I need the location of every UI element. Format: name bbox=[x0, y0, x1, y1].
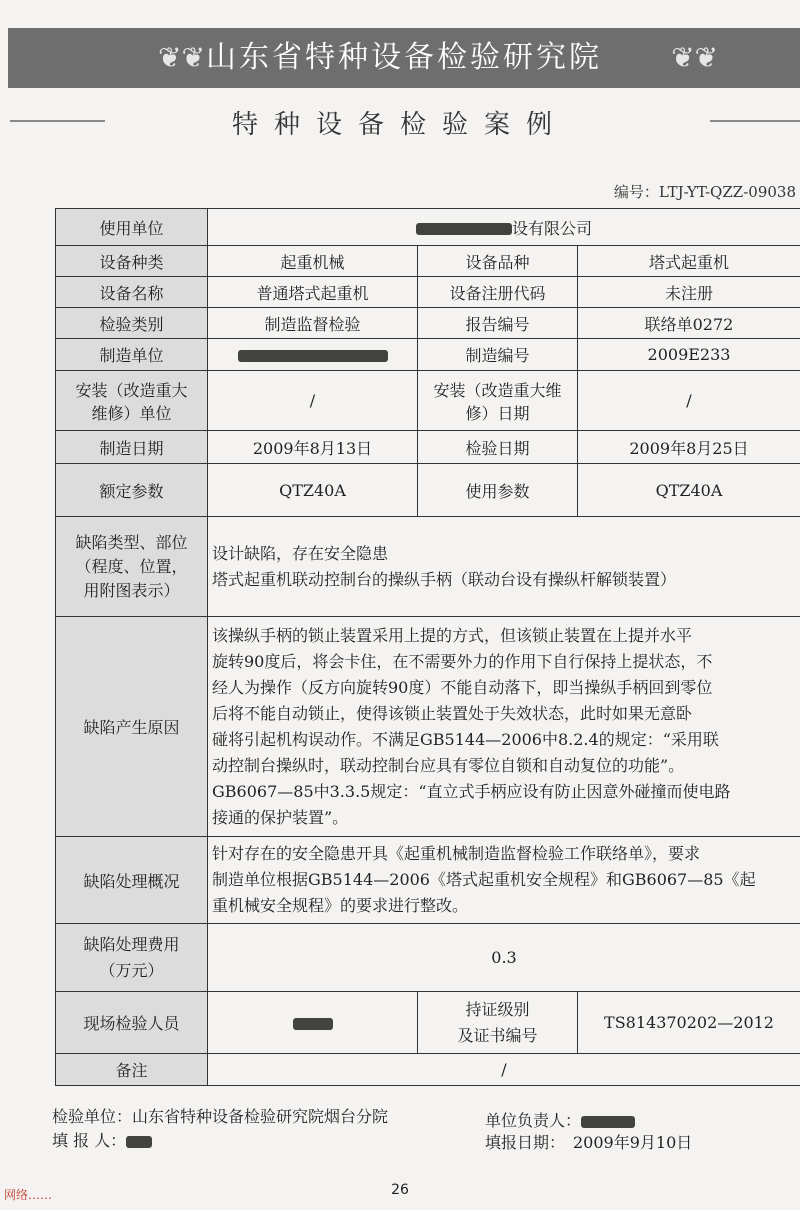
redaction-mark bbox=[416, 223, 512, 235]
page-number: 26 bbox=[391, 1182, 409, 1198]
table-row bbox=[56, 308, 800, 339]
equip-name-label: 设备名称 bbox=[56, 277, 208, 308]
reporter-line: 填 报 人： bbox=[52, 1128, 152, 1151]
document-subtitle: 特种设备检验案例 bbox=[231, 110, 568, 140]
org-title: 山东省特种设备检验研究院 bbox=[206, 40, 602, 75]
equip-variety-label: 设备品种 bbox=[418, 246, 578, 277]
equip-variety-value: 塔式起重机 bbox=[578, 246, 800, 277]
equip-category-value: 起重机械 bbox=[208, 246, 418, 277]
redaction-mark bbox=[238, 350, 388, 362]
serial-label: 制造编号 bbox=[418, 339, 578, 371]
remark-value: / bbox=[208, 1054, 800, 1086]
right-ornament-icon: ❦❦ bbox=[671, 41, 718, 74]
reg-code-value: 未注册 bbox=[578, 277, 800, 308]
install-unit-value: / bbox=[208, 371, 418, 431]
document-number: 编号：LTJ-YT-QZZ-09038 bbox=[613, 183, 796, 201]
handling-label: 缺陷处理概况 bbox=[56, 837, 208, 924]
table-row bbox=[56, 371, 800, 431]
cert-value: TS814370202—2012 bbox=[578, 992, 800, 1054]
responsible-line: 单位负责人： bbox=[485, 1108, 635, 1131]
rated-param-label: 额定参数 bbox=[56, 464, 208, 517]
insp-type-label: 检验类别 bbox=[56, 308, 208, 339]
insp-date-value: 2009年8月25日 bbox=[578, 431, 800, 464]
maker-value bbox=[208, 339, 418, 371]
install-unit-label: 安装（改造重大 维修）单位 bbox=[56, 371, 208, 431]
defect-type-label: 缺陷类型、部位 （程度、位置， 用附图表示） bbox=[56, 517, 208, 617]
reg-code-label: 设备注册代码 bbox=[418, 277, 578, 308]
serial-value: 2009E233 bbox=[578, 339, 800, 371]
insp-date-label: 检验日期 bbox=[418, 431, 578, 464]
inspector-value bbox=[208, 992, 418, 1054]
table-row bbox=[56, 837, 800, 924]
redaction-mark bbox=[581, 1116, 635, 1128]
cert-label: 持证级别 及证书编号 bbox=[418, 992, 578, 1054]
inspection-case-table bbox=[55, 208, 800, 1086]
handling-value: 针对存在的安全隐患开具《起重机械制造监督检验工作联络单》，要求 制造单位根据GB5144—2006《塔式起重机安全规程》和GB6067—85《起 重机械安全规程》的要求进行整改。 bbox=[208, 837, 800, 924]
using-unit-label: 使用单位 bbox=[56, 209, 208, 246]
defect-cause-value: 该操纵手柄的锁止装置采用上提的方式，但该锁止装置在上提并水平 旋转90度后，将会卡住，在不需要外力的作用下自行保持上提状态，不 经人为操作（反方向旋转90度）不能自动落下，即当操纵手柄回到零位 后将不能自动锁止，使得该锁止装置处于失效状态，此时如果无意卧 碰将引起机构误动作。不满足GB5144—2006中8.2.4的规定：“采用联 动控制台操纵时，联动控制台应具有零位自锁和自动复位的功能”。 GB6067—85中3.3.5规定：“直立式手柄应设有防止因意外碰撞而使电路 接通的保护装置”。 bbox=[208, 617, 800, 837]
cost-label: 缺陷处理费用 （万元） bbox=[56, 924, 208, 992]
watermark-text: 网络…… bbox=[4, 1188, 53, 1202]
report-date-line: 填报日期： 2009年9月10日 bbox=[485, 1133, 693, 1152]
redaction-mark bbox=[126, 1136, 152, 1148]
defect-cause-label: 缺陷产生原因 bbox=[56, 617, 208, 837]
report-no-label: 报告编号 bbox=[418, 308, 578, 339]
install-date-label: 安装（改造重大维 修）日期 bbox=[418, 371, 578, 431]
table-row bbox=[56, 246, 800, 277]
maker-label: 制造单位 bbox=[56, 339, 208, 371]
left-ornament-icon: ❦❦ bbox=[158, 41, 205, 74]
table-row bbox=[56, 209, 800, 246]
equip-category-label: 设备种类 bbox=[56, 246, 208, 277]
equip-name-value: 普通塔式起重机 bbox=[208, 277, 418, 308]
table-row bbox=[56, 517, 800, 617]
table-row bbox=[56, 617, 800, 837]
table-row bbox=[56, 992, 800, 1054]
install-date-value: / bbox=[578, 371, 800, 431]
defect-type-value: 设计缺陷，存在安全隐患 塔式起重机联动控制台的操纵手柄（联动台设有操纵杆解锁装置） bbox=[208, 517, 800, 617]
table-row bbox=[56, 464, 800, 517]
report-no-value: 联络单0272 bbox=[578, 308, 800, 339]
remark-label: 备注 bbox=[56, 1054, 208, 1086]
use-param-label: 使用参数 bbox=[418, 464, 578, 517]
org-banner bbox=[8, 28, 800, 88]
table-row bbox=[56, 1054, 800, 1086]
table-row bbox=[56, 924, 800, 992]
rated-param-value: QTZ40A bbox=[208, 464, 418, 517]
using-unit-value: 设有限公司 bbox=[208, 209, 800, 246]
redaction-mark bbox=[293, 1018, 333, 1030]
table-row bbox=[56, 277, 800, 308]
mfg-date-label: 制造日期 bbox=[56, 431, 208, 464]
insp-type-value: 制造监督检验 bbox=[208, 308, 418, 339]
use-param-value: QTZ40A bbox=[578, 464, 800, 517]
table-row bbox=[56, 339, 800, 371]
insp-unit-line: 检验单位：山东省特种设备检验研究院烟台分院 bbox=[52, 1107, 389, 1126]
inspector-label: 现场检验人员 bbox=[56, 992, 208, 1054]
mfg-date-value: 2009年8月13日 bbox=[208, 431, 418, 464]
table-row bbox=[56, 431, 800, 464]
cost-value: 0.3 bbox=[208, 924, 800, 992]
